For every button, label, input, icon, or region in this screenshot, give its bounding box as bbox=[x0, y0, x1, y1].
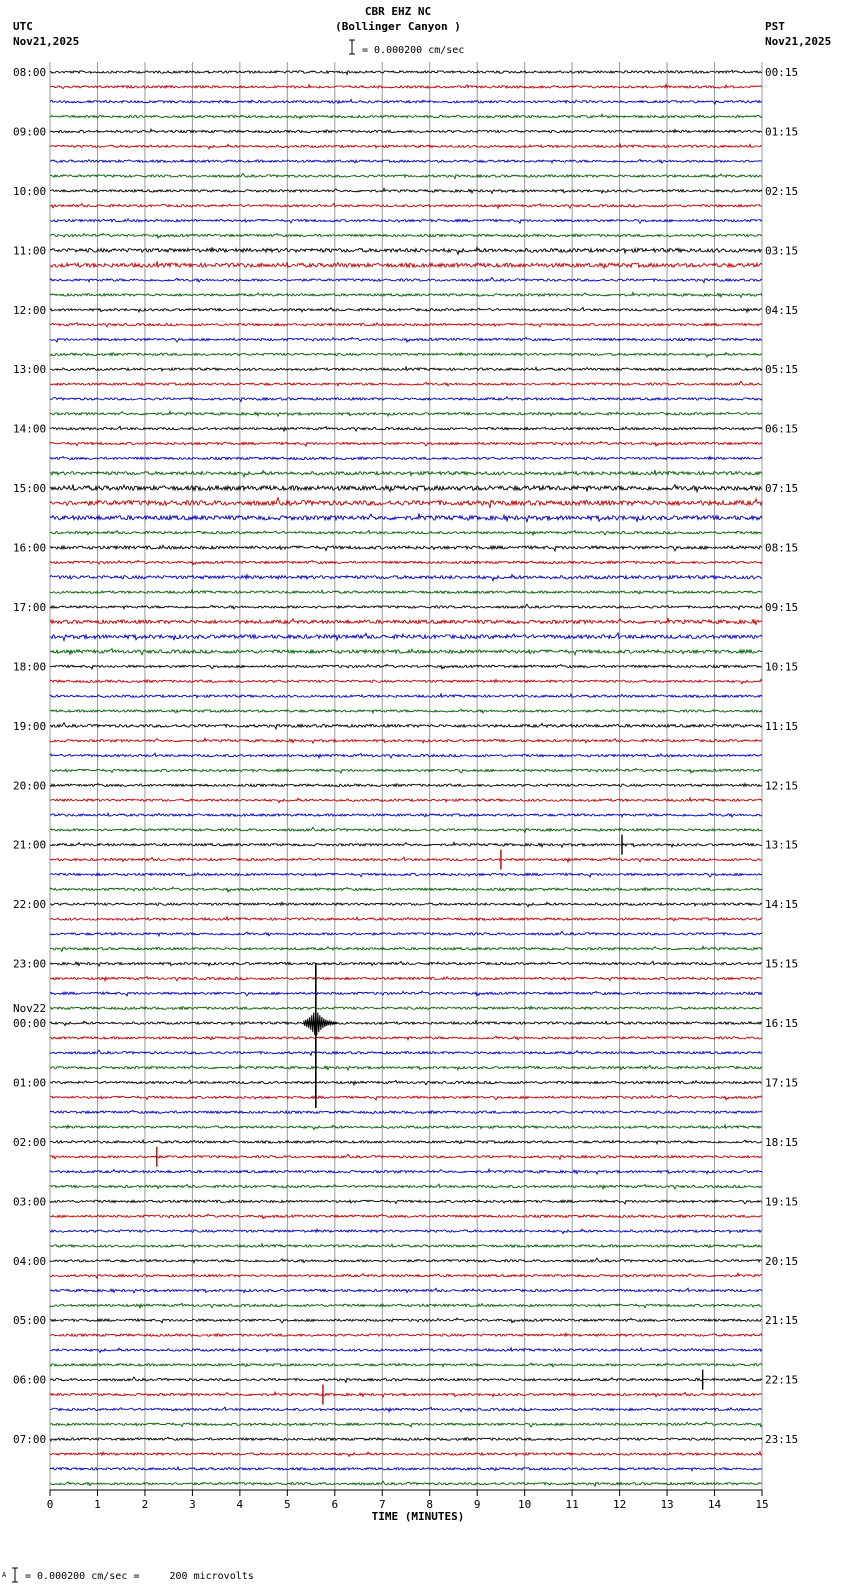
x-tick-label: 0 bbox=[46, 1498, 54, 1511]
scale-label: = 0.000200 cm/sec bbox=[362, 45, 465, 56]
trace-row bbox=[50, 738, 762, 743]
x-tick-label: 2 bbox=[141, 1498, 149, 1511]
footer-scale-bar-icon bbox=[12, 1568, 18, 1582]
trace-row bbox=[50, 1363, 762, 1367]
trace-row bbox=[50, 813, 762, 817]
trace-row bbox=[50, 159, 762, 163]
pst-hour-label: 22:15 bbox=[765, 1373, 799, 1387]
x-tick-label: 6 bbox=[331, 1498, 339, 1511]
pst-hour-label: 08:15 bbox=[765, 541, 799, 555]
trace-row bbox=[50, 1200, 762, 1204]
trace-row bbox=[50, 709, 762, 713]
trace-row bbox=[50, 649, 762, 655]
trace-row bbox=[50, 1229, 762, 1233]
trace-row bbox=[50, 485, 762, 492]
footer-mark: A bbox=[2, 1571, 7, 1579]
trace-row bbox=[50, 1169, 762, 1174]
utc-hour-label: 16:00 bbox=[13, 541, 47, 555]
trace-row bbox=[50, 513, 762, 522]
pst-hour-label: 20:15 bbox=[765, 1254, 799, 1268]
trace-row bbox=[50, 917, 762, 921]
pst-hour-label: 02:15 bbox=[765, 184, 799, 198]
footer-scale-note: = 0.000200 cm/sec = 200 microvolts bbox=[25, 1571, 254, 1582]
x-tick-label: 9 bbox=[473, 1498, 481, 1511]
trace-row bbox=[50, 337, 762, 342]
trace-row bbox=[50, 1095, 762, 1100]
trace-row bbox=[50, 976, 762, 980]
trace-row bbox=[50, 247, 762, 254]
trace-row bbox=[50, 664, 762, 669]
pst-hour-label: 15:15 bbox=[765, 957, 799, 971]
trace-row bbox=[50, 768, 762, 773]
x-tick-label: 3 bbox=[189, 1498, 196, 1511]
x-tick-label: 15 bbox=[755, 1498, 769, 1511]
trace-row bbox=[50, 991, 762, 996]
pst-hour-label: 17:15 bbox=[765, 1076, 799, 1090]
right-date: Nov21,2025 bbox=[765, 35, 832, 48]
utc-hour-label: 01:00 bbox=[13, 1076, 47, 1090]
trace-row bbox=[50, 798, 762, 803]
utc-hour-label: 23:00 bbox=[13, 957, 47, 971]
pst-hour-label: 23:15 bbox=[765, 1433, 799, 1447]
trace-row bbox=[50, 498, 762, 508]
trace-row bbox=[50, 753, 762, 758]
trace-row bbox=[50, 1467, 762, 1471]
trace-row bbox=[50, 1333, 762, 1336]
utc-hour-label: 07:00 bbox=[13, 1433, 47, 1447]
trace-row bbox=[50, 1288, 762, 1293]
left-date: Nov21,2025 bbox=[13, 35, 80, 48]
trace-row bbox=[50, 1392, 762, 1397]
pst-hour-label: 14:15 bbox=[765, 898, 799, 912]
pst-hour-label: 03:15 bbox=[765, 244, 799, 258]
right-timezone: PST bbox=[765, 20, 785, 33]
utc-hour-label: 14:00 bbox=[13, 422, 47, 436]
trace-row bbox=[50, 1080, 762, 1085]
utc-hour-label: 22:00 bbox=[13, 898, 47, 912]
trace-row bbox=[50, 530, 762, 535]
trace-row bbox=[50, 545, 762, 551]
trace-row bbox=[50, 1036, 762, 1040]
trace-row bbox=[50, 70, 762, 74]
trace-row bbox=[50, 1452, 762, 1457]
utc-hour-label: 09:00 bbox=[13, 125, 47, 139]
trace-row bbox=[50, 411, 762, 416]
pst-hour-label: 07:15 bbox=[765, 482, 799, 496]
utc-hour-label: 19:00 bbox=[13, 719, 47, 733]
x-tick-label: 1 bbox=[94, 1498, 101, 1511]
trace-row bbox=[50, 397, 762, 402]
trace-row bbox=[50, 560, 762, 565]
utc-hour-label: 18:00 bbox=[13, 660, 47, 674]
trace-row bbox=[50, 1050, 762, 1055]
trace-row bbox=[50, 1348, 762, 1353]
trace-row bbox=[50, 827, 762, 832]
trace-row bbox=[50, 129, 762, 133]
trace-row bbox=[50, 902, 762, 906]
trace-row bbox=[50, 1422, 762, 1427]
trace-row bbox=[50, 261, 762, 268]
trace-row bbox=[50, 307, 762, 312]
pst-hour-label: 00:15 bbox=[765, 66, 799, 79]
trace-row bbox=[50, 381, 762, 386]
x-tick-label: 10 bbox=[518, 1498, 532, 1511]
trace-row bbox=[50, 457, 762, 460]
trace-row bbox=[50, 1006, 762, 1009]
trace-row bbox=[50, 1244, 762, 1248]
trace-row bbox=[50, 946, 762, 951]
utc-hour-label: Nov22 bbox=[13, 1002, 47, 1016]
trace-row bbox=[50, 857, 762, 862]
utc-hour-label: 17:00 bbox=[13, 601, 47, 614]
trace-row bbox=[50, 1377, 762, 1382]
trace-row bbox=[50, 1214, 762, 1219]
utc-hour-label: 20:00 bbox=[13, 779, 47, 793]
pst-hour-label: 11:15 bbox=[765, 719, 799, 733]
x-axis bbox=[47, 1490, 769, 1511]
pst-hour-label: 05:15 bbox=[765, 363, 799, 377]
utc-hour-label: 13:00 bbox=[13, 363, 47, 377]
trace-row bbox=[50, 292, 762, 297]
x-tick-label: 4 bbox=[236, 1498, 244, 1511]
trace-row bbox=[50, 323, 762, 327]
trace-row bbox=[50, 188, 762, 193]
trace-row bbox=[50, 590, 762, 594]
x-tick-label: 12 bbox=[612, 1498, 627, 1511]
scale-bar-icon bbox=[349, 40, 355, 54]
trace-row bbox=[50, 604, 762, 609]
utc-hour-labels bbox=[13, 66, 46, 1446]
trace-row bbox=[50, 1021, 762, 1026]
trace-row bbox=[50, 723, 762, 729]
trace-row bbox=[50, 441, 762, 446]
pst-hour-label: 18:15 bbox=[765, 1135, 799, 1149]
x-tick-label: 14 bbox=[707, 1498, 722, 1511]
trace-row bbox=[50, 1184, 762, 1189]
pst-hour-label: 10:15 bbox=[765, 660, 799, 674]
trace-row bbox=[50, 618, 762, 625]
event-wave bbox=[304, 1009, 338, 1035]
trace-row bbox=[50, 694, 762, 698]
trace-row bbox=[50, 203, 762, 208]
utc-hour-label: 11:00 bbox=[13, 244, 47, 258]
trace-row bbox=[50, 961, 762, 966]
x-tick-label: 13 bbox=[660, 1498, 674, 1511]
trace-row bbox=[50, 842, 762, 847]
x-axis-label: TIME (MINUTES) bbox=[371, 1510, 465, 1523]
utc-hour-label: 08:00 bbox=[13, 66, 47, 79]
trace-row bbox=[50, 1481, 762, 1486]
pst-hour-label: 09:15 bbox=[765, 601, 799, 614]
utc-hour-label: 04:00 bbox=[13, 1254, 47, 1268]
trace-row bbox=[50, 426, 762, 431]
utc-hour-label: 10:00 bbox=[13, 184, 47, 198]
utc-hour-label: 02:00 bbox=[13, 1135, 47, 1149]
utc-hour-label: 21:00 bbox=[13, 838, 47, 852]
utc-hour-label: 12:00 bbox=[13, 303, 47, 317]
pst-hour-label: 19:15 bbox=[765, 1195, 799, 1209]
utc-hour-label: 06:00 bbox=[13, 1373, 47, 1387]
trace-row bbox=[50, 144, 762, 149]
utc-hour-label: 00:00 bbox=[13, 1017, 47, 1030]
trace-row bbox=[50, 633, 762, 641]
trace-row bbox=[50, 1437, 762, 1441]
trace-row bbox=[50, 219, 762, 223]
trace-row bbox=[50, 353, 762, 357]
trace-row bbox=[50, 1125, 762, 1130]
trace-row bbox=[50, 470, 762, 477]
trace-row bbox=[50, 233, 762, 238]
trace-row bbox=[50, 367, 762, 371]
utc-hour-label: 03:00 bbox=[13, 1195, 47, 1209]
trace-row bbox=[50, 887, 762, 892]
trace-row bbox=[50, 1303, 762, 1307]
utc-hour-label: 15:00 bbox=[13, 482, 47, 496]
trace-row bbox=[50, 575, 762, 581]
pst-hour-labels bbox=[765, 66, 798, 1446]
x-tick-label: 7 bbox=[378, 1498, 386, 1511]
trace-row bbox=[50, 1318, 762, 1323]
pst-hour-label: 06:15 bbox=[765, 422, 799, 436]
utc-hour-label: 05:00 bbox=[13, 1314, 47, 1328]
trace-row bbox=[50, 873, 762, 877]
x-tick-label: 8 bbox=[426, 1498, 434, 1511]
pst-hour-label: 04:15 bbox=[765, 303, 799, 317]
pst-hour-label: 16:15 bbox=[765, 1017, 799, 1030]
seismic-traces bbox=[50, 70, 762, 1486]
pst-hour-label: 01:15 bbox=[765, 125, 799, 139]
trace-row bbox=[50, 679, 762, 683]
trace-row bbox=[50, 783, 762, 786]
trace-row bbox=[50, 85, 762, 89]
trace-row bbox=[50, 1407, 762, 1412]
station-location: (Bollinger Canyon ) bbox=[335, 20, 461, 33]
station-title: CBR EHZ NC bbox=[364, 5, 432, 18]
trace-row bbox=[50, 99, 762, 104]
trace-row bbox=[50, 931, 762, 936]
trace-row bbox=[50, 277, 762, 282]
pst-hour-label: 13:15 bbox=[765, 838, 799, 852]
x-tick-label: 5 bbox=[284, 1498, 291, 1511]
left-timezone: UTC bbox=[13, 20, 33, 33]
trace-row bbox=[50, 114, 762, 118]
trace-row bbox=[50, 1065, 762, 1070]
trace-row bbox=[50, 173, 762, 178]
pst-hour-label: 12:15 bbox=[765, 779, 799, 793]
x-tick-label: 11 bbox=[565, 1498, 579, 1511]
trace-row bbox=[50, 1110, 762, 1113]
trace-row bbox=[50, 1273, 762, 1278]
trace-row bbox=[50, 1140, 762, 1144]
trace-row bbox=[50, 1258, 762, 1263]
pst-hour-label: 21:15 bbox=[765, 1314, 799, 1328]
